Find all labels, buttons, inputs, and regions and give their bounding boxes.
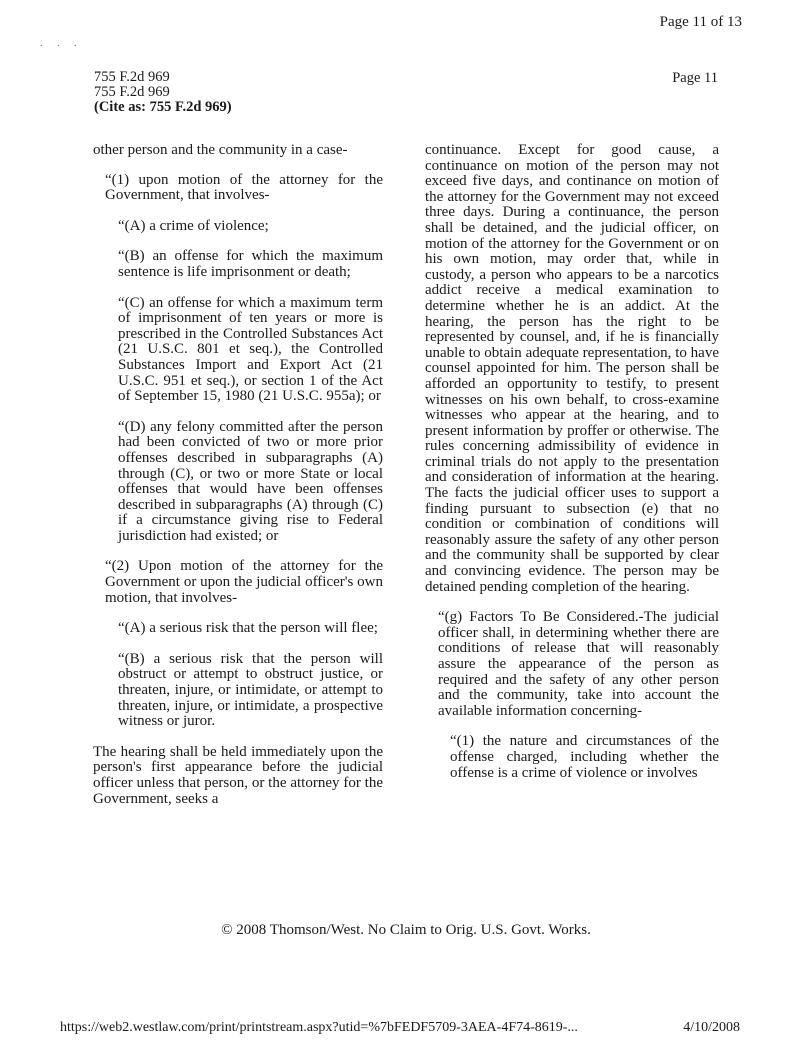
paragraph: “(2) Upon motion of the attorney for the Government or upon the judicial officer's own motion, that involves- <box>105 558 383 606</box>
left-column <box>93 143 383 822</box>
citation-line: 755 F.2d 969 <box>94 69 170 85</box>
page-label: Page 11 <box>672 70 718 86</box>
paragraph: “(A) a crime of violence; <box>118 217 269 234</box>
paragraph: “(1) upon motion of the attorney for the Government, that involves- <box>105 171 383 204</box>
scan-specks: . . . <box>40 38 83 49</box>
paragraph: “(D) any felony committed after the person had been convicted of two or more prior offenses described in subparagraphs (A) through (C), or two or more State or local offenses that would have been offenses described in subparagraphs (A) through (C) if a circumstance giving rise to Federal jurisdiction had existed; or <box>118 418 383 544</box>
citation-block <box>94 70 232 115</box>
paragraph: The hearing shall be held immediately upon the person's first appearance before the judicial officer unless that person, or the attorney for the Government, seeks a <box>93 743 383 807</box>
paragraph: “(1) the nature and circumstances of the offense charged, including whether the offense is a crime of violence or involves <box>450 733 719 781</box>
cite-as-line: (Cite as: 755 F.2d 969) <box>94 99 232 115</box>
paragraph: other person and the community in a case- <box>93 142 348 158</box>
copyright-footer: © 2008 Thomson/West. No Claim to Orig. U.S. Govt. Works. <box>221 922 591 938</box>
paragraph: “(B) a serious risk that the person will obstruct or attempt to obstruct justice, or threaten, injure, or intimidate, or attempt to threaten, injure, or intimidate, a prospective witness or juror. <box>118 650 383 730</box>
citation-line: 755 F.2d 969 <box>94 84 170 100</box>
paragraph: “(g) Factors To Be Considered.-The judicial officer shall, in determining whether there are conditions of release that will reasonably assure the appearance of the person as required and the safety of any other person and the community, take into account the available information concerning- <box>438 609 719 719</box>
page-counter: Page 11 of 13 <box>659 14 742 30</box>
print-url: https://web2.westlaw.com/print/printstream.aspx?utid=%7bFEDF5709-3AEA-4F74-8619-... <box>60 1020 578 1035</box>
print-date: 4/10/2008 <box>683 1020 740 1035</box>
paragraph: “(B) an offense for which the maximum sentence is life imprisonment or death; <box>118 248 383 280</box>
paragraph: continuance. Except for good cause, a continuance on motion of the person may not exceed five days, and continance on motion of the attorney for the Government may not exceed three days. During a continuance, the person shall be detained, and the judicial officer, on motion of the attorney for the Government or on his own motion, may order that, while in custody, a person who appears to be a narcotics addict receive a medical examination to determine whether he is an addict. At the hearing, the person has the right to be represented by counsel, and, if he is financially unable to obtain adequate representation, to have counsel appointed for him. The person shall be afforded an opportunity to testify, to present witnesses on his own behalf, to cross-examine witnesses who appear at the hearing, and to present information by proffer or otherwise. The rules concerning admissibility of evidence in criminal trials do not apply to the presentation and consideration of information at the hearing. The facts the judicial officer uses to support a finding pursuant to subsection (e) that no condition or combination of conditions will reasonably assure the safety of any other person and the community shall be supported by clear and convincing evidence. The person may be detained pending completion of the hearing. <box>425 142 719 595</box>
paragraph: “(A) a serious risk that the person will flee; <box>118 620 378 637</box>
paragraph: “(C) an offense for which a maximum term of imprisonment of ten years or more is prescribed in the Controlled Substances Act (21 U.S.C. 801 et seq.), the Controlled Substances Import and Export Act (21 U.S.C. 951 et seq.), or section 1 of the Act of September 15, 1980 (21 U.S.C. 955a); or <box>118 294 383 405</box>
right-column <box>425 143 719 796</box>
